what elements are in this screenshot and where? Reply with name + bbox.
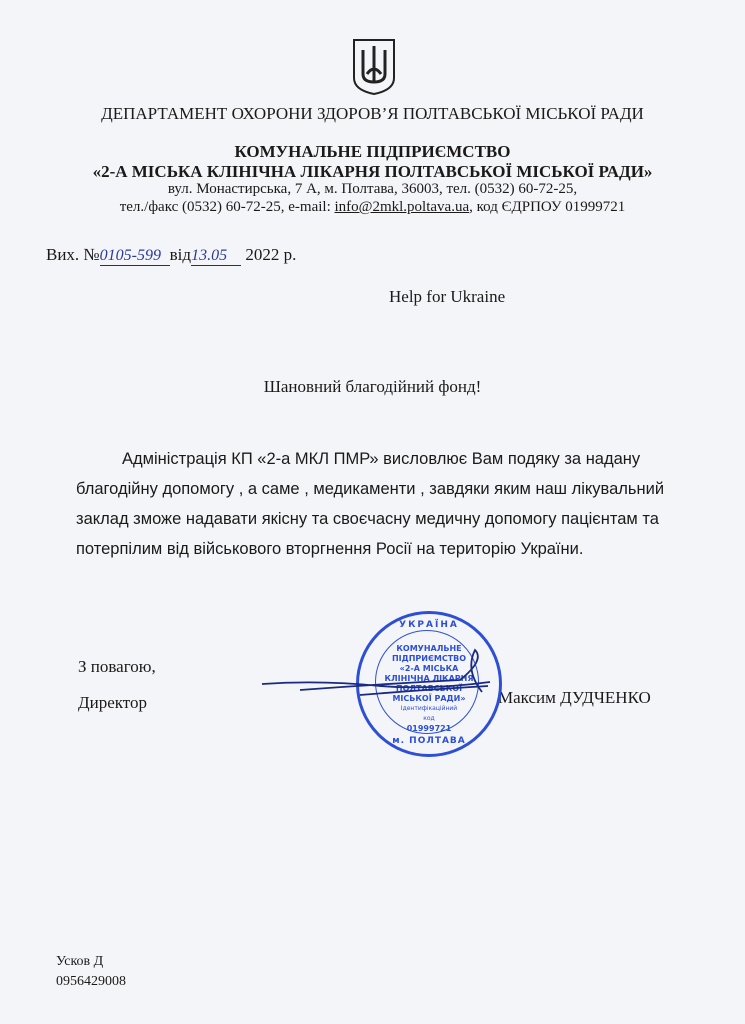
- executor-name: Усков Д: [56, 954, 104, 969]
- department-name: ДЕПАРТАМЕНТ ОХОРОНИ ЗДОРОВ’Я ПОЛТАВСЬКОЇ МІСЬКОЇ РАДИ: [101, 104, 644, 123]
- outgoing-from: від: [169, 245, 192, 264]
- outgoing-year: 2022 р.: [245, 245, 297, 264]
- outgoing-number: [46, 245, 296, 266]
- org-address: вул. Монастирська, 7 А, м. Полтава, 36003, тел. (0532) 60-72-25,: [167, 181, 578, 197]
- signatory: Максим ДУДЧЕНКО: [498, 688, 651, 707]
- stamp-top: УКРАЇНА: [399, 620, 459, 630]
- contacts-suffix: , код ЄДРПОУ 01999721: [469, 199, 626, 215]
- email-link[interactable]: info@2mkl.poltava.ua: [334, 199, 470, 215]
- trident-icon: [351, 38, 397, 96]
- signature: [260, 640, 500, 720]
- salutation: Шановний благодійний фонд!: [263, 377, 482, 396]
- contacts-prefix: тел./факс (0532) 60-72-25, e-mail:: [119, 199, 335, 215]
- coat-of-arms: [351, 38, 397, 101]
- stamp-text: КОМУНАЛЬНЕ ПІДПРИЄМСТВО «2-А МІСЬКА КЛІНІЧНА ЛІКАРНЯ ПОЛТАВСЬКОЇ МІСЬКОЇ РАДИ» Ідентифікаційний код 01999721: [384, 644, 474, 733]
- outgoing-date: 13.05: [191, 247, 241, 266]
- body-line: Адміністрація КП «2-а МКЛ ПМР» висловлює Вам подяку за надану: [122, 450, 641, 468]
- stamp-bottom: м. ПОЛТАВА: [392, 736, 466, 746]
- org-name: «2-А МІСЬКА КЛІНІЧНА ЛІКАРНЯ ПОЛТАВСЬКОЇ МІСЬКОЇ РАДИ»: [92, 162, 653, 181]
- outgoing-prefix: Вих. №: [46, 245, 100, 264]
- letter-body: [76, 444, 664, 564]
- body-line: заклад зможе надавати якісну та своєчасну медичну допомогу пацієнтам та: [76, 510, 659, 528]
- recipient: Help for Ukraine: [389, 287, 506, 306]
- org-contacts: [0, 199, 745, 216]
- body-line: потерпілим від військового вторгнення Росії на територію України.: [76, 540, 584, 558]
- closing: З повагою,: [78, 657, 156, 676]
- org-type: КОМУНАЛЬНЕ ПІДПРИЄМСТВО: [234, 142, 511, 161]
- body-line: благодійну допомогу , а саме , медикаменти , завдяки яким наш лікувальний: [76, 480, 665, 498]
- executor-phone: 0956429008: [56, 974, 126, 989]
- outgoing-number-value: 0105-599: [100, 247, 170, 266]
- executor: [56, 952, 126, 992]
- position: Директор: [78, 693, 147, 712]
